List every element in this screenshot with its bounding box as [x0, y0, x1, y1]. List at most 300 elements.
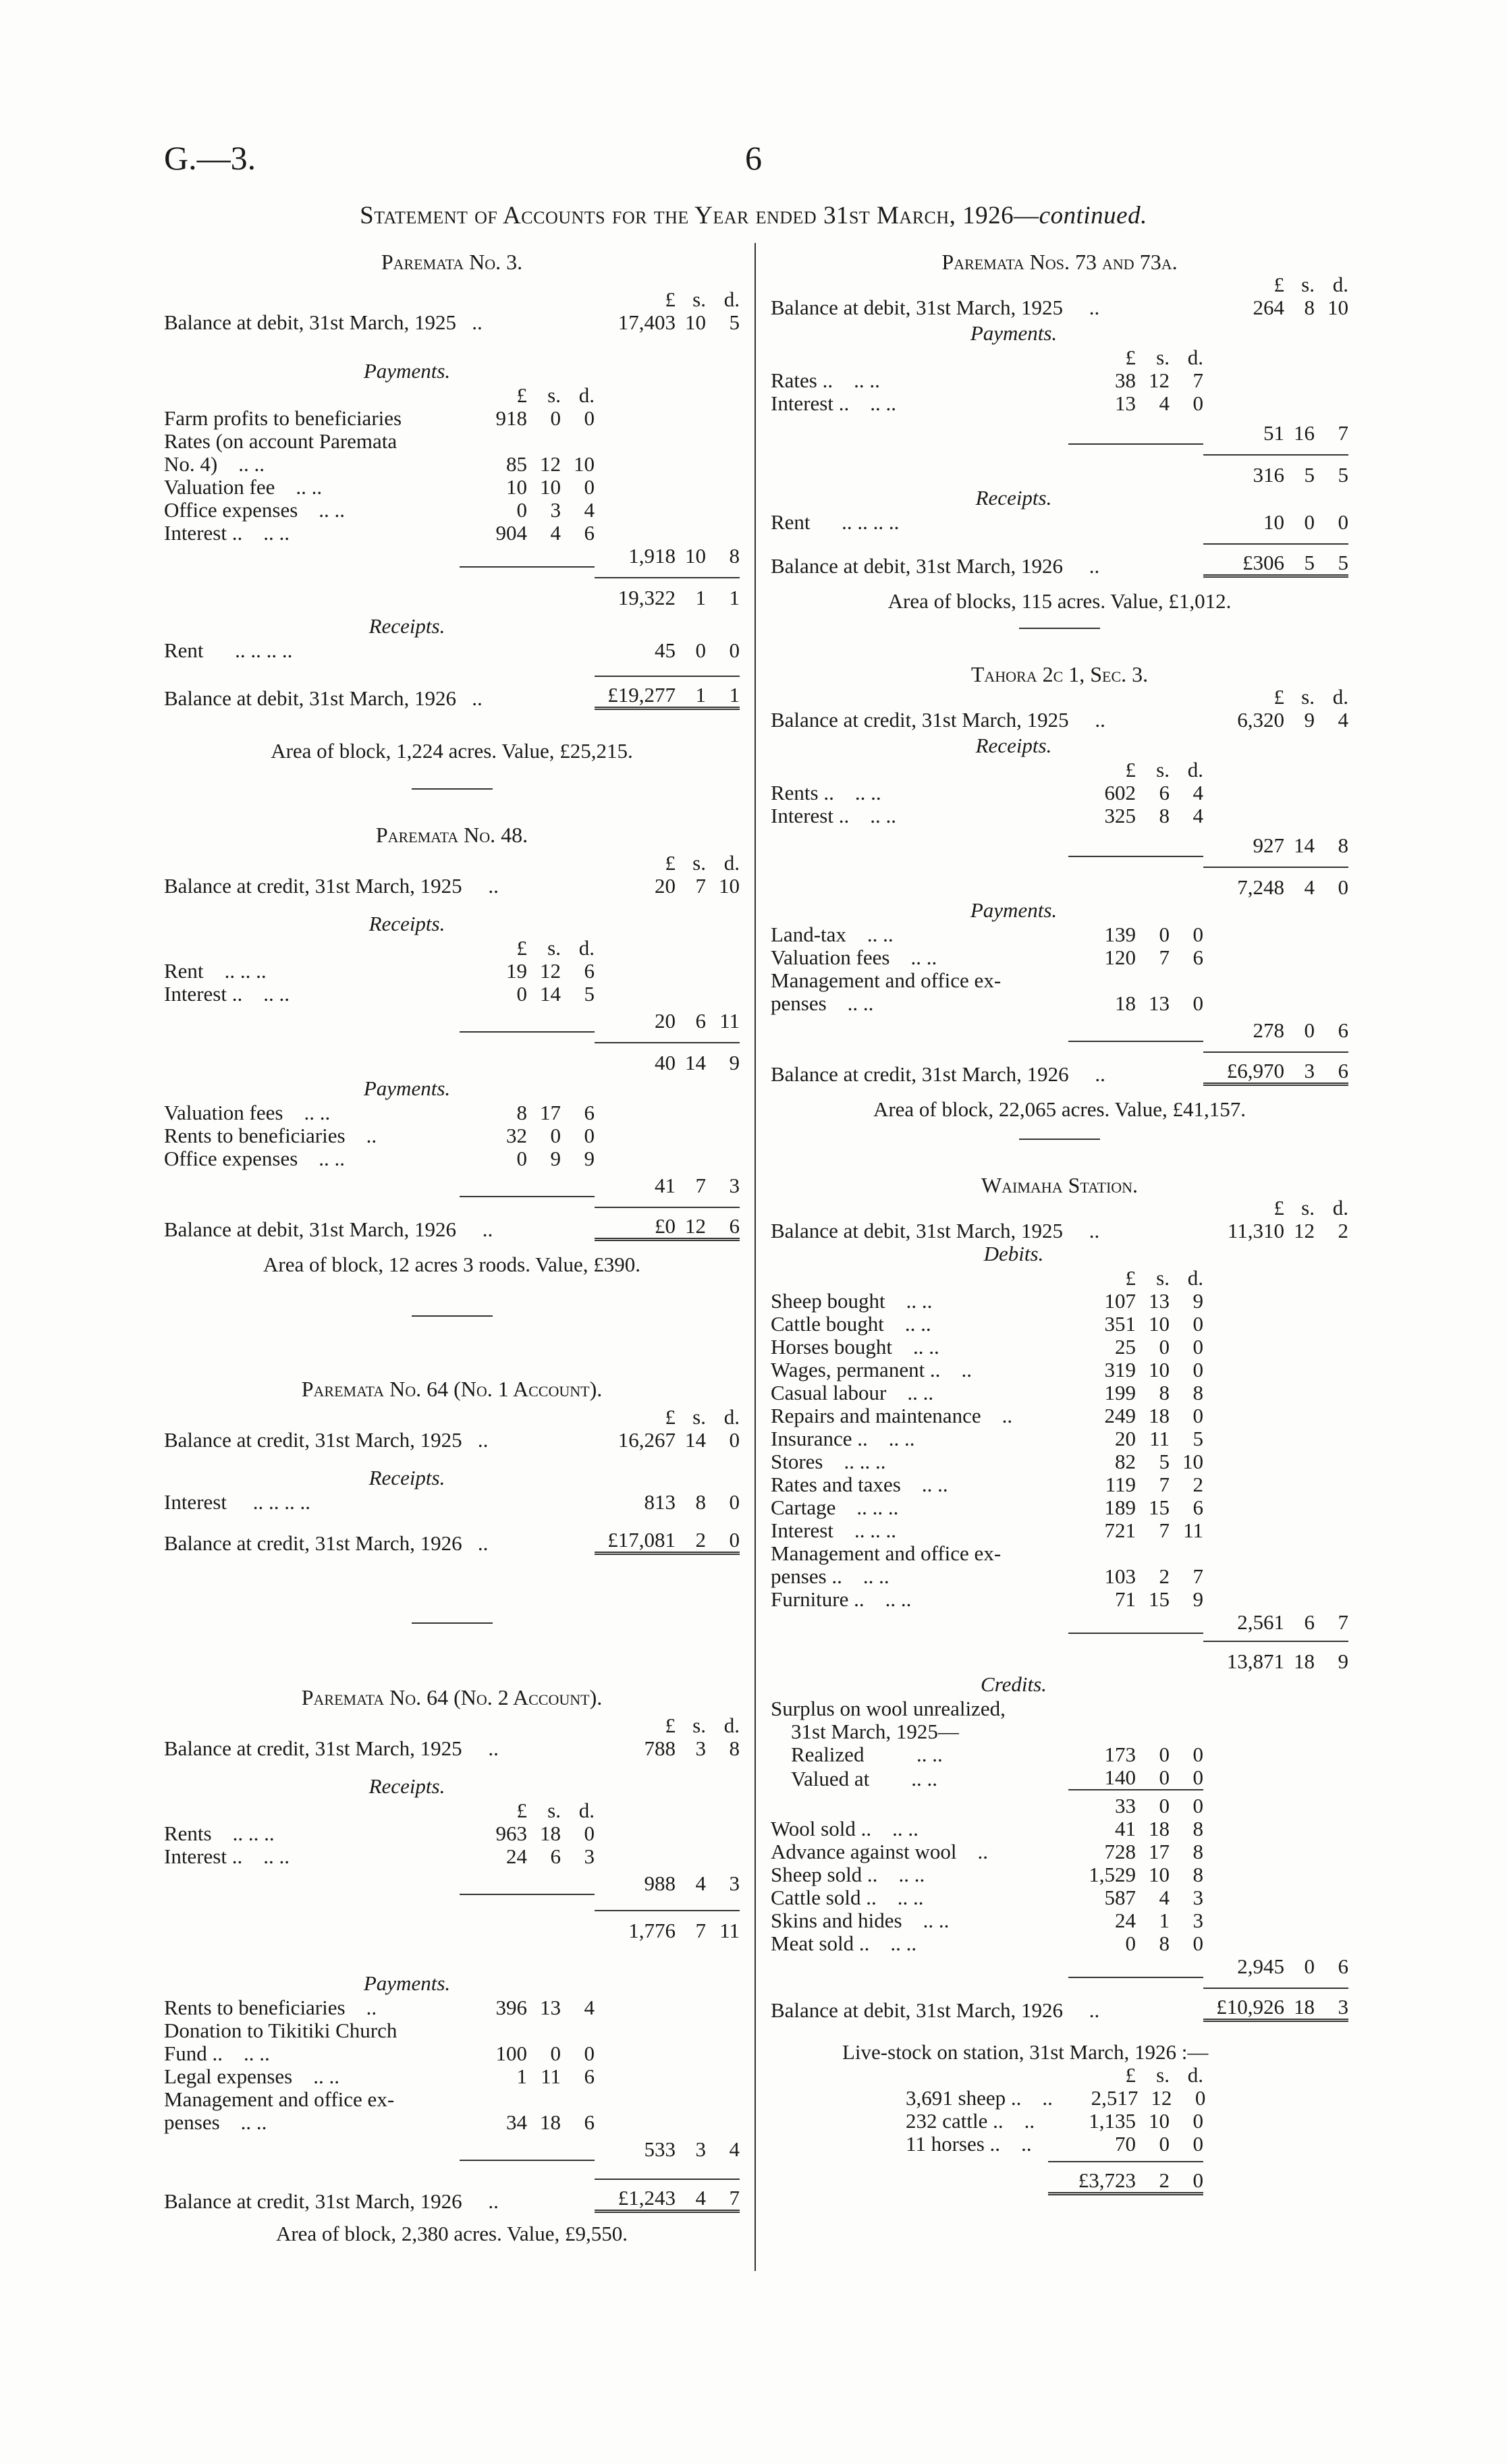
- row-dots: .. .. .. ..: [235, 638, 293, 662]
- row-dots: .. ..: [263, 1844, 290, 1868]
- amount-pounds: 396: [495, 1996, 527, 2019]
- surplus-diff-row: [771, 1795, 1348, 1817]
- amount-pence: 0: [1193, 1743, 1203, 1766]
- debit-row: [771, 1313, 1348, 1336]
- debit-row: [771, 1473, 1348, 1496]
- amount-pounds: 988: [644, 1871, 676, 1895]
- amount-pounds: £10,926: [1216, 1995, 1284, 2019]
- amount-shillings: 15: [1149, 1587, 1170, 1611]
- debit-row: [771, 1450, 1348, 1473]
- payment-row: [164, 476, 740, 499]
- amount-pence: 10: [1182, 1450, 1203, 1473]
- amount-pounds: 107: [1104, 1289, 1136, 1313]
- amount-pence: 0: [1193, 391, 1203, 415]
- payment-row: [164, 1101, 740, 1124]
- payment-row: [771, 392, 1348, 415]
- amount-shillings: 0: [1159, 1335, 1170, 1359]
- currency-header: [164, 1406, 740, 1429]
- row-label: Furniture ..: [771, 1587, 865, 1611]
- closing-balance-row: [771, 1051, 1348, 1086]
- row-label: Rent: [164, 959, 204, 983]
- debit-row: [771, 1496, 1348, 1519]
- row-label: Rates (on account Paremata: [164, 429, 398, 453]
- amount-pounds: 85: [506, 452, 527, 476]
- row-label: Balance at debit, 31st March, 1925: [164, 310, 457, 334]
- amount-pence: 1: [729, 683, 740, 707]
- payments-heading: Payments.: [970, 898, 1058, 922]
- currency-header: [771, 1267, 1348, 1290]
- amount-shillings: 18: [1149, 1404, 1170, 1427]
- left-column: [164, 240, 740, 2245]
- amount-pence: 7: [1338, 1610, 1348, 1634]
- amount-pence: 0: [1338, 875, 1348, 899]
- cur-pence: d.: [1187, 2063, 1203, 2087]
- surplus-row: [771, 1697, 1348, 1720]
- row-label: Balance at debit, 31st March, 1925: [771, 1219, 1064, 1242]
- row-label: Balance at debit, 31st March, 1926: [164, 1217, 457, 1241]
- row-label: Rents to beneficiaries: [164, 1996, 346, 2019]
- amount-shillings: 12: [1149, 368, 1170, 392]
- opening-balance-row: [164, 1429, 740, 1452]
- amount-pounds: 721: [1104, 1518, 1136, 1542]
- row-label: Wool sold ..: [771, 1817, 872, 1840]
- livestock-row: [771, 2110, 1348, 2133]
- row-label: Cattle sold ..: [771, 1886, 877, 1909]
- row-dots: ..: [472, 310, 483, 334]
- payment-row: [771, 369, 1348, 392]
- row-label: Management and office ex-: [164, 2087, 395, 2111]
- amount-shillings: 9: [550, 1147, 561, 1170]
- receipts-total-row: [164, 1006, 740, 1033]
- amount-pence: 4: [584, 1996, 595, 2019]
- row-label: Donation to Tikitiki Church: [164, 2019, 398, 2042]
- amount-shillings: 0: [550, 406, 561, 430]
- row-dots: ..: [477, 1428, 489, 1452]
- amount-shillings: 13: [1149, 1289, 1170, 1313]
- amount-pounds: 0: [516, 498, 527, 522]
- row-dots: .. ..: [910, 946, 937, 969]
- amount-shillings: 4: [1304, 875, 1315, 899]
- currency-header: [164, 1799, 740, 1822]
- row-dots: ..: [366, 1996, 377, 2019]
- credit-row: [771, 1817, 1348, 1840]
- row-dots: .. ..: [238, 452, 265, 476]
- amount-pounds: 813: [644, 1490, 676, 1514]
- cur-shillings: s.: [1301, 273, 1315, 296]
- row-dots: ..: [1042, 2086, 1053, 2110]
- amount-pence: 10: [719, 874, 740, 898]
- row-dots: .. ..: [854, 368, 880, 392]
- amount-pence: 6: [1193, 1496, 1203, 1519]
- cur-pounds: £: [516, 1799, 527, 1822]
- currency-header: [164, 937, 740, 960]
- row-label: Interest ..: [164, 521, 243, 545]
- currency-header: [164, 288, 740, 311]
- row-dots: .. ..: [916, 1743, 943, 1766]
- receipts-total-row: [771, 827, 1348, 857]
- section-rule: [412, 788, 493, 790]
- amount-pence: 9: [1338, 1649, 1348, 1673]
- amount-pence: 6: [584, 521, 595, 545]
- payments-total-row: [771, 1015, 1348, 1042]
- section-rule: [412, 1622, 493, 1624]
- row-label: Balance at debit, 31st March, 1926: [771, 1998, 1064, 2022]
- row-dots: .. .. ..: [224, 959, 267, 983]
- title-main: Statement of Accounts for the Year ended 31st March, 1926—: [360, 202, 1039, 229]
- payment-row: [164, 407, 740, 430]
- row-dots: .. ..: [923, 1909, 950, 1932]
- row-dots: .. ..: [870, 804, 896, 827]
- row-dots: ..: [1089, 296, 1100, 319]
- row-label: Balance at debit, 31st March, 1925: [771, 296, 1064, 319]
- row-label: penses: [164, 2110, 220, 2134]
- row-dots: ..: [977, 1840, 988, 1863]
- row-label: Rents: [164, 1822, 212, 1845]
- amount-shillings: 6: [695, 1009, 706, 1033]
- row-label: Management and office ex-: [771, 968, 1002, 992]
- amount-pounds: £306: [1242, 551, 1284, 574]
- amount-shillings: 10: [685, 544, 706, 568]
- amount-shillings: 10: [540, 475, 561, 499]
- amount-pounds: 199: [1104, 1381, 1136, 1404]
- cur-pence: d.: [1187, 758, 1203, 782]
- amount-pence: 6: [1338, 1018, 1348, 1042]
- amount-shillings: 0: [550, 1124, 561, 1147]
- amount-pence: 2: [1193, 1473, 1203, 1496]
- closing-balance-row: [771, 543, 1348, 578]
- amount-pounds: 1,529: [1089, 1863, 1136, 1886]
- amount-shillings: 18: [540, 2110, 561, 2134]
- row-label: Office expenses: [164, 1147, 298, 1170]
- amount-pounds: £3,723: [1078, 2168, 1136, 2192]
- payment-row: [164, 2111, 740, 2134]
- row-label: Rates ..: [771, 368, 833, 392]
- amount-pounds: 173: [1104, 1743, 1136, 1766]
- amount-shillings: 17: [1149, 1840, 1170, 1863]
- amount-pence: 3: [1193, 1886, 1203, 1909]
- amount-shillings: 10: [1149, 1312, 1170, 1336]
- amount-pounds: 20: [1115, 1427, 1136, 1450]
- row-label: 232 cattle ..: [906, 2109, 1004, 2133]
- cur-pence: d.: [723, 288, 740, 311]
- cur-pence: d.: [723, 851, 740, 875]
- row-label: 3,691 sheep ..: [906, 2086, 1022, 2110]
- amount-pence: 0: [584, 406, 595, 430]
- amount-pounds: 904: [495, 521, 527, 545]
- cur-pence: d.: [578, 383, 595, 407]
- amount-shillings: 11: [541, 2064, 561, 2088]
- amount-pence: 8: [729, 1736, 740, 1760]
- cur-pounds: £: [665, 1405, 676, 1429]
- currency-header: [771, 273, 1348, 296]
- valued-row: [771, 1766, 1348, 1790]
- amount-pounds: 602: [1104, 781, 1136, 804]
- amount-shillings: 18: [1149, 1817, 1170, 1840]
- amount-shillings: 0: [550, 2042, 561, 2065]
- opening-balance-row: [771, 1220, 1348, 1242]
- amount-pounds: 38: [1115, 368, 1136, 392]
- row-label: Interest: [164, 1490, 227, 1514]
- amount-shillings: 17: [540, 1101, 561, 1124]
- amount-pence: 6: [1193, 946, 1203, 969]
- amount-pence: 4: [1193, 781, 1203, 804]
- subtotal-row: [771, 867, 1348, 899]
- row-label: Interest ..: [771, 804, 850, 827]
- amount-pence: 1: [729, 586, 740, 609]
- amount-shillings: 0: [1304, 510, 1315, 534]
- amount-pounds: 71: [1115, 1587, 1136, 1611]
- amount-pence: 10: [574, 452, 595, 476]
- row-label: Repairs and maintenance: [771, 1404, 981, 1427]
- section-waimaha-station: [771, 1174, 1348, 2195]
- section-tahora: [771, 663, 1348, 1121]
- amount-pence: 0: [1193, 1312, 1203, 1336]
- cur-pence: d.: [1332, 1196, 1348, 1220]
- amount-pounds: 316: [1253, 463, 1284, 487]
- row-dots: .. ..: [304, 1101, 331, 1124]
- amount-shillings: 12: [685, 1214, 706, 1238]
- amount-shillings: 8: [1159, 804, 1170, 827]
- amount-shillings: 13: [540, 1996, 561, 2019]
- row-label: Sheep bought: [771, 1289, 885, 1313]
- amount-pounds: 32: [506, 1124, 527, 1147]
- amount-pence: 0: [729, 1490, 740, 1514]
- amount-pounds: 0: [516, 1147, 527, 1170]
- amount-pounds: 1,135: [1089, 2109, 1136, 2133]
- closing-balance-row: [164, 1207, 740, 1241]
- amount-pounds: 13: [1115, 391, 1136, 415]
- page-code: G.—3.: [164, 139, 256, 177]
- amount-pence: 0: [1193, 991, 1203, 1015]
- row-dots: .. .. .. ..: [252, 1490, 310, 1514]
- credit-row: [771, 1932, 1348, 1955]
- row-dots: .. ..: [907, 1381, 934, 1404]
- livestock-row: [771, 2087, 1348, 2110]
- row-label: Wages, permanent ..: [771, 1358, 941, 1381]
- row-label: Surplus on wool unrealized,: [771, 1697, 1006, 1720]
- amount-pounds: 1,776: [628, 1919, 676, 1942]
- payments-total-row: [164, 2134, 740, 2161]
- amount-pounds: 10: [1263, 510, 1284, 534]
- payments-heading: Payments.: [363, 1971, 451, 1995]
- amount-shillings: 18: [1294, 1995, 1315, 2019]
- cur-pounds: £: [1125, 2063, 1136, 2087]
- amount-shillings: 5: [1304, 463, 1315, 487]
- amount-pence: 3: [1338, 1995, 1348, 2019]
- receipt-row: [164, 1845, 740, 1868]
- amount-pence: 9: [1193, 1289, 1203, 1313]
- payment-row: [164, 499, 740, 522]
- row-label: Skins and hides: [771, 1909, 902, 1932]
- amount-pounds: 963: [495, 1822, 527, 1845]
- amount-pence: 0: [1193, 2132, 1203, 2156]
- payment-row: [164, 1147, 740, 1170]
- row-label: Stores: [771, 1450, 823, 1473]
- payments-total-row: [164, 1170, 740, 1197]
- receipts-heading: Receipts.: [368, 1774, 445, 1798]
- section-title: Tahora 2c 1, Sec. 3.: [970, 662, 1149, 686]
- cur-shillings: s.: [1301, 1196, 1315, 1220]
- row-label: Sheep sold ..: [771, 1863, 878, 1886]
- row-label: Balance at credit, 31st March, 1925: [771, 708, 1069, 732]
- rent-row: [771, 511, 1348, 534]
- amount-pounds: 278: [1253, 1018, 1284, 1042]
- cur-pounds: £: [1125, 758, 1136, 782]
- right-column: [771, 240, 1348, 2195]
- area-value-note: Area of block, 12 acres 3 roods. Value, £390.: [263, 1253, 640, 1276]
- row-dots: .. .. ..: [232, 1822, 275, 1845]
- amount-pounds: £6,970: [1226, 1059, 1284, 1083]
- cur-shillings: s.: [1156, 758, 1170, 782]
- row-dots: .. ..: [240, 2110, 267, 2134]
- amount-pence: 0: [584, 1822, 595, 1845]
- cur-shillings: s.: [692, 1405, 706, 1429]
- credit-row: [771, 1909, 1348, 1932]
- amount-pounds: 533: [644, 2137, 676, 2161]
- row-label: Valued at: [791, 1767, 870, 1790]
- row-dots: .. ..: [854, 781, 881, 804]
- receipts-heading: Receipts.: [368, 912, 445, 935]
- amount-pounds: 351: [1104, 1312, 1136, 1336]
- cur-shillings: s.: [547, 383, 561, 407]
- cur-pounds: £: [1125, 1266, 1136, 1290]
- section-paremata-64-account-1: [164, 1377, 740, 1555]
- row-label: Balance at debit, 31st March, 1926: [164, 686, 457, 710]
- row-label: Live-stock on station, 31st March, 1926 :—: [842, 2040, 1209, 2064]
- payment-row: [164, 430, 740, 453]
- amount-pounds: 728: [1104, 1840, 1136, 1863]
- amount-pounds: 0: [516, 982, 527, 1006]
- cur-pence: d.: [723, 1405, 740, 1429]
- amount-pence: 0: [1338, 510, 1348, 534]
- amount-pence: 0: [729, 1528, 740, 1552]
- row-label: Insurance ..: [771, 1427, 868, 1450]
- amount-pounds: 325: [1104, 804, 1136, 827]
- amount-pounds: 2,517: [1091, 2086, 1139, 2110]
- amount-shillings: 14: [540, 982, 561, 1006]
- amount-pounds: 2,561: [1237, 1610, 1284, 1634]
- amount-pounds: £1,243: [618, 2186, 676, 2210]
- row-dots: ..: [488, 874, 499, 898]
- amount-pence: 0: [729, 638, 740, 662]
- row-dots: .. ..: [870, 391, 896, 415]
- amount-pounds: 51: [1263, 421, 1284, 445]
- title-continued: continued.: [1039, 202, 1147, 229]
- credits-heading: Credits.: [981, 1672, 1047, 1696]
- cur-pence: d.: [578, 1799, 595, 1822]
- row-dots: ..: [1024, 2109, 1035, 2133]
- payment-row: [164, 2019, 740, 2042]
- amount-pounds: 16,267: [618, 1428, 676, 1452]
- amount-pence: 8: [729, 544, 740, 568]
- amount-pounds: 24: [506, 1844, 527, 1868]
- amount-pence: 0: [1193, 1932, 1203, 1955]
- opening-balance-row: [771, 709, 1348, 732]
- amount-shillings: 7: [695, 1174, 706, 1197]
- amount-shillings: 18: [1294, 1649, 1315, 1673]
- amount-pence: 5: [1338, 551, 1348, 574]
- amount-pounds: 264: [1253, 296, 1284, 319]
- row-label: Office expenses: [164, 498, 298, 522]
- cur-shillings: s.: [692, 288, 706, 311]
- row-dots: .. ..: [897, 1886, 924, 1909]
- amount-shillings: 0: [1159, 1743, 1170, 1766]
- amount-pence: 8: [1193, 1840, 1203, 1863]
- row-dots: ..: [482, 1217, 493, 1241]
- row-dots: ..: [488, 2189, 499, 2213]
- row-dots: .. .. ..: [854, 1518, 896, 1542]
- amount-pounds: 13,871: [1226, 1649, 1284, 1673]
- row-label: Valuation fees: [164, 1101, 283, 1124]
- section-rule: [1019, 1139, 1100, 1140]
- cur-shillings: s.: [547, 1799, 561, 1822]
- payment-row: [164, 1996, 740, 2019]
- amount-pence: 5: [1193, 1427, 1203, 1450]
- subtotal-row: [164, 577, 740, 609]
- amount-shillings: 0: [1159, 923, 1170, 946]
- cur-pence: d.: [578, 936, 595, 960]
- cur-pence: d.: [723, 1714, 740, 1737]
- amount-shillings: 3: [695, 1736, 706, 1760]
- amount-pounds: 17,403: [618, 310, 676, 334]
- cur-shillings: s.: [547, 936, 561, 960]
- debits-heading: Debits.: [983, 1242, 1044, 1265]
- row-label: Interest ..: [164, 1844, 243, 1868]
- amount-shillings: 4: [550, 521, 561, 545]
- payment-row: [164, 2042, 740, 2065]
- amount-pence: 10: [1327, 296, 1348, 319]
- receipts-heading: Receipts.: [368, 1466, 445, 1489]
- amount-pounds: 788: [644, 1736, 676, 1760]
- section-title: Paremata No. 48.: [375, 823, 528, 847]
- amount-shillings: 5: [1159, 1450, 1170, 1473]
- row-label: Balance at debit, 31st March, 1926: [771, 554, 1064, 578]
- receipt-row: [771, 804, 1348, 827]
- amount-pounds: £0: [655, 1214, 676, 1238]
- amount-pounds: 1,918: [628, 544, 676, 568]
- cur-pounds: £: [516, 936, 527, 960]
- credit-row: [771, 1840, 1348, 1863]
- column-divider: [755, 243, 756, 2271]
- amount-pence: 5: [1338, 463, 1348, 487]
- amount-pounds: £19,277: [607, 683, 676, 707]
- amount-pence: 3: [729, 1174, 740, 1197]
- row-label: Balance at credit, 31st March, 1925: [164, 874, 462, 898]
- cur-pence: d.: [1332, 273, 1348, 296]
- amount-pence: 3: [584, 1844, 595, 1868]
- row-label: Land-tax: [771, 923, 846, 946]
- row-dots: .. ..: [898, 1863, 925, 1886]
- opening-balance-row: [164, 875, 740, 898]
- amount-shillings: 14: [685, 1428, 706, 1452]
- row-label: Interest ..: [164, 982, 243, 1006]
- debit-row: [771, 1588, 1348, 1611]
- section-rule: [1019, 628, 1100, 629]
- amount-pounds: 11,310: [1227, 1219, 1284, 1242]
- receipt-row: [164, 960, 740, 983]
- row-label: No. 4): [164, 452, 218, 476]
- amount-pence: 8: [1193, 1863, 1203, 1886]
- amount-pounds: 918: [495, 406, 527, 430]
- subtotal-row: [164, 1910, 740, 1942]
- row-label: Farm profits to beneficiaries: [164, 406, 402, 430]
- debit-row: [771, 1519, 1348, 1542]
- receipts-heading: Receipts.: [975, 734, 1052, 757]
- currency-header: [164, 1714, 740, 1737]
- amount-pounds: 1: [516, 2064, 527, 2088]
- amount-pence: 9: [584, 1147, 595, 1170]
- payment-row: [164, 1124, 740, 1147]
